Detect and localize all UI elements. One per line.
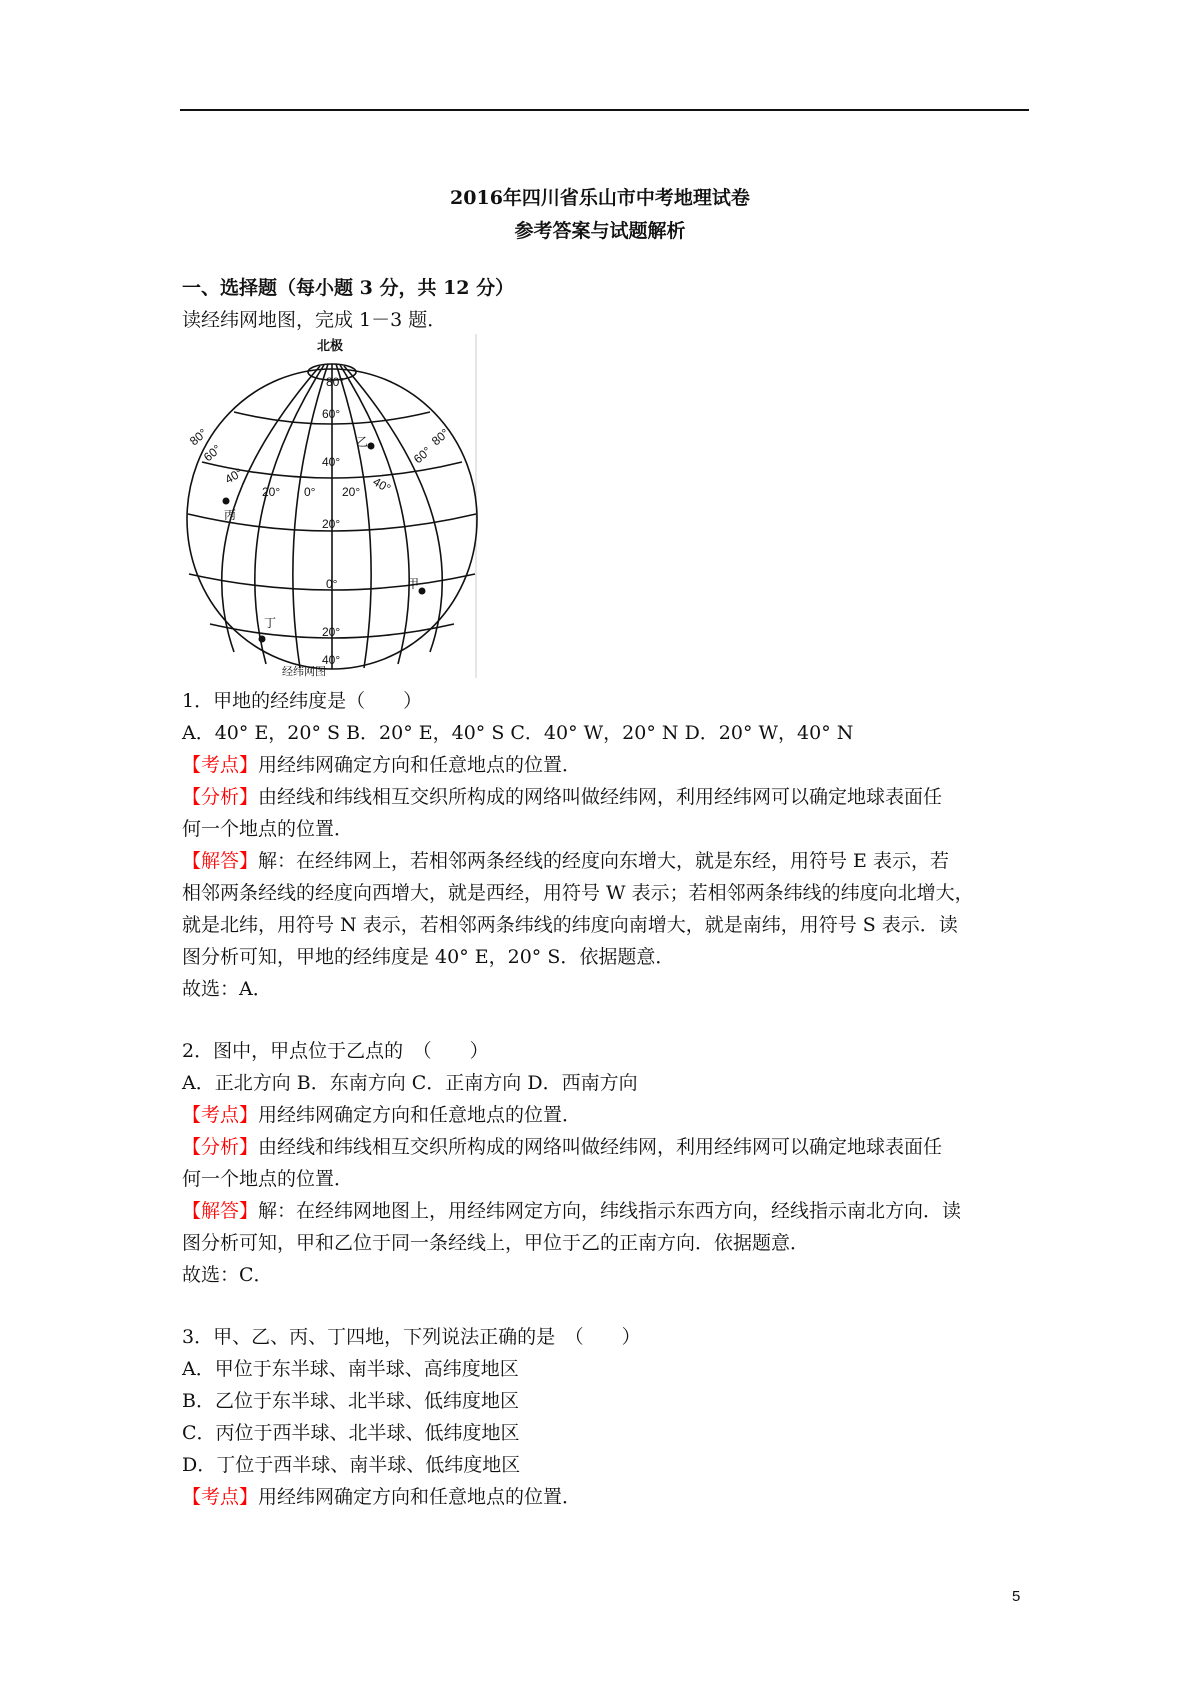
lon-label-20w: 20° <box>262 485 281 499</box>
section-intro: 读经纬网地图，完成 1－3 题． <box>182 309 447 331</box>
q1-kaodian-text: 用经纬网确定方向和任意地点的位置． <box>258 754 582 776</box>
q2-jieda-cont: 图分析可知，甲和乙位于同一条经线上，甲位于乙的正南方向．依据题意． <box>182 1232 810 1254</box>
q3-stem: 3．甲、乙、丙、丁四地，下列说法正确的是 （ ） <box>182 1326 641 1348</box>
q1-answer: 故选：A． <box>182 978 272 1000</box>
point-yi-label: 乙 <box>356 435 369 449</box>
kaodian-tag: 【考点】 <box>182 1104 259 1126</box>
q2-kaodian <box>182 1103 581 1127</box>
page-title: 2016年四川省乐山市中考地理试卷 <box>450 187 750 209</box>
point-bing <box>223 498 230 505</box>
q1-jieda-text: 解：在经纬网上，若相邻两条经线的经度向东增大，就是东经，用符号 E 表示，若 <box>258 850 949 872</box>
q2-jieda-text: 解：在经纬网地图上，用经纬网定方向，纬线指示东西方向，经线指示南北方向．读 <box>258 1200 962 1222</box>
q1-kaodian <box>182 753 581 777</box>
lon-label-0: 0° <box>304 485 316 499</box>
fenxi-tag: 【分析】 <box>182 786 259 808</box>
q1-jieda-cont-2: 就是北纬，用符号 N 表示，若相邻两条纬线的纬度向南增大，就是南纬，用符号 S 表示．读 <box>182 914 958 936</box>
lat-label-0: 0° <box>326 577 338 591</box>
fenxi-tag: 【分析】 <box>182 1136 259 1158</box>
q1-jieda-cont-1: 相邻两条经线的经度向西增大，就是西经，用符号 W 表示；若相邻两条纬线的纬度向北增大， <box>182 882 974 904</box>
q3-option-a: A．甲位于东半球、南半球、高纬度地区 <box>182 1358 519 1380</box>
lon-label-40w: 40° <box>222 465 246 487</box>
point-bing-label: 丙 <box>224 508 237 522</box>
q1-fenxi-text: 由经线和纬线相互交织所构成的网络叫做经纬网，利用经纬网可以确定地球表面任 <box>258 786 943 808</box>
q3-option-d: D．丁位于西半球、南半球、低纬度地区 <box>182 1454 521 1476</box>
q1-fenxi <box>182 785 942 809</box>
lat-label-20s: 20° <box>322 625 341 639</box>
q2-fenxi <box>182 1135 942 1159</box>
page-subtitle: 参考答案与试题解析 <box>514 220 686 242</box>
q1-jieda <box>182 849 949 873</box>
q1-fenxi-cont: 何一个地点的位置． <box>182 818 354 840</box>
q1-options: A．40° E，20° S B．20° E，40° S C．40° W，20° N D．20° W，40° N <box>182 722 854 744</box>
point-jia <box>419 588 426 595</box>
lat-label-20n: 20° <box>322 517 341 531</box>
q2-fenxi-text: 由经线和纬线相互交织所构成的网络叫做经纬网，利用经纬网可以确定地球表面任 <box>258 1136 943 1158</box>
point-yi <box>368 443 375 450</box>
q2-options: A．正北方向 B．东南方向 C．正南方向 D．西南方向 <box>182 1072 638 1094</box>
lat-label-80: 80° <box>326 375 345 389</box>
section-heading: 一、选择题（每小题 3 分，共 12 分） <box>182 277 515 299</box>
jieda-tag: 【解答】 <box>182 1200 259 1222</box>
lon-label-80w: 80° <box>186 425 210 449</box>
lon-label-20e: 20° <box>342 485 361 499</box>
q2-stem: 2．图中，甲点位于乙点的 （ ） <box>182 1040 489 1062</box>
point-ding-label: 丁 <box>264 616 277 630</box>
point-ding <box>259 636 266 643</box>
lon-label-40e: 40° <box>370 474 394 496</box>
q3-option-c: C．丙位于西半球、北半球、低纬度地区 <box>182 1422 520 1444</box>
q3-kaodian <box>182 1485 581 1509</box>
lon-label-60e: 60° <box>410 443 434 467</box>
lat-label-40s: 40° <box>322 653 341 667</box>
page-number: 5 <box>1012 1588 1021 1605</box>
lat-label-40n: 40° <box>322 455 341 469</box>
q1-jieda-cont-3: 图分析可知，甲地的经纬度是 40° E，20° S．依据题意． <box>182 946 675 968</box>
figure-caption: 经纬网图 <box>282 666 326 678</box>
q3-option-b: B．乙位于东半球、北半球、低纬度地区 <box>182 1390 519 1412</box>
q2-jieda <box>182 1199 961 1223</box>
graticule-figure <box>182 334 482 678</box>
q2-answer: 故选：C． <box>182 1264 273 1286</box>
lon-label-60w: 60° <box>200 441 224 465</box>
kaodian-tag: 【考点】 <box>182 1486 259 1508</box>
lat-label-60: 60° <box>322 407 341 421</box>
header-rule <box>180 109 1029 111</box>
q1-stem: 1．甲地的经纬度是（ ） <box>182 690 423 712</box>
point-jia-label: 甲 <box>407 577 420 591</box>
jieda-tag: 【解答】 <box>182 850 259 872</box>
north-pole-label: 北极 <box>317 338 344 353</box>
q3-kaodian-text: 用经纬网确定方向和任意地点的位置． <box>258 1486 582 1508</box>
lon-label-80e: 80° <box>428 425 452 449</box>
kaodian-tag: 【考点】 <box>182 754 259 776</box>
q2-kaodian-text: 用经纬网确定方向和任意地点的位置． <box>258 1104 582 1126</box>
q2-fenxi-cont: 何一个地点的位置． <box>182 1168 354 1190</box>
